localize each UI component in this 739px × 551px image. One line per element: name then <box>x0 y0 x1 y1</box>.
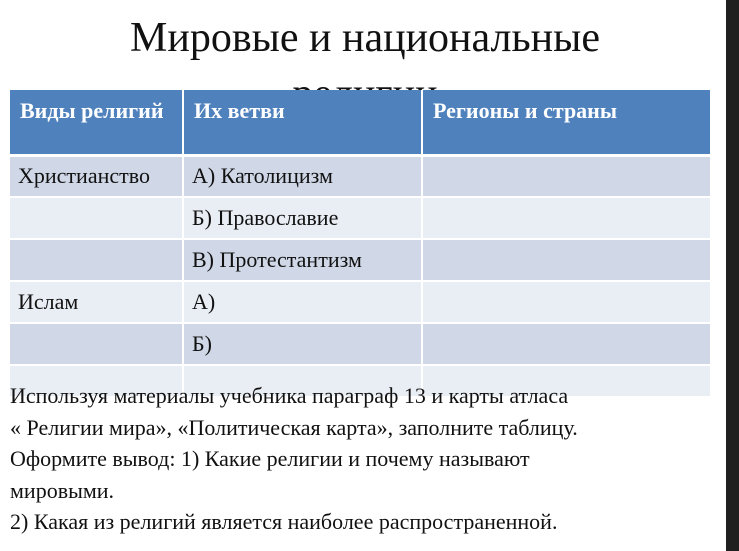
instruction-line: мировыми. <box>10 477 115 503</box>
religions-table <box>10 90 710 398</box>
cell-region[interactable] <box>422 197 710 239</box>
table-row <box>10 239 710 281</box>
instruction-line: Оформите вывод: 1) Какие религии и почему называют <box>10 446 530 471</box>
slide-title <box>0 14 730 62</box>
header-regions: Регионы и страны <box>422 90 710 155</box>
table-row <box>10 281 710 323</box>
cell-religion: Христианство <box>10 155 183 197</box>
instruction-line: Используя материалы учебника параграф 13 и карты атласа <box>10 383 569 408</box>
cell-branch: Б) <box>183 323 422 365</box>
cell-branch: А) Католицизм <box>183 155 422 197</box>
table-row <box>10 155 710 197</box>
cell-region[interactable] <box>422 323 710 365</box>
table-row <box>10 197 710 239</box>
table-row <box>10 323 710 365</box>
cell-region[interactable] <box>422 239 710 281</box>
cell-religion: Ислам <box>10 281 183 323</box>
cell-religion <box>10 197 183 239</box>
table-header-row <box>10 90 710 155</box>
cell-religion <box>10 239 183 281</box>
cell-branch: А) <box>183 281 422 323</box>
header-branches: Их ветви <box>183 90 422 155</box>
instruction-line: 2) Какая из религий является наиболее распространенной. <box>10 509 558 534</box>
cell-religion <box>10 323 183 365</box>
instruction-line: « Религии мира», «Политическая карта», заполните таблицу. <box>10 414 578 440</box>
slide-title-overflow <box>0 70 730 92</box>
cell-region[interactable] <box>422 281 710 323</box>
cell-region[interactable] <box>422 155 710 197</box>
cell-branch: Б) Православие <box>183 197 422 239</box>
header-religion-types: Виды религий <box>10 90 183 155</box>
assignment-instructions <box>10 380 725 538</box>
cell-branch: В) Протестантизм <box>183 239 422 281</box>
slide-title-line1: Мировые и национальные <box>130 15 600 61</box>
